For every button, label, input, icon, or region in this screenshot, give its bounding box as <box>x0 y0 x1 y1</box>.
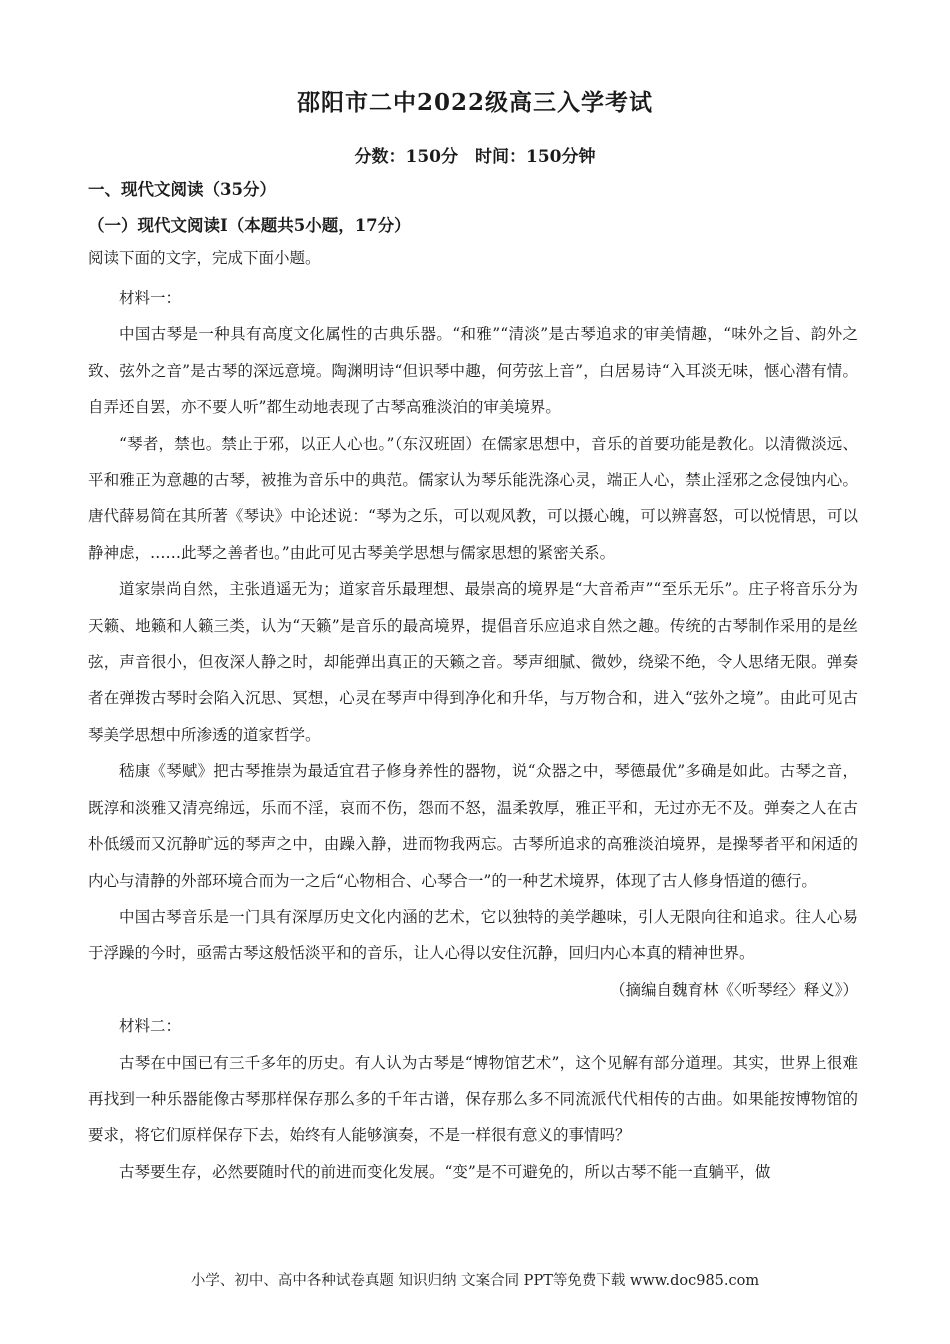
paragraph: “琴者，禁也。禁止于邪，以正人心也。”（东汉班固）在儒家思想中，音乐的首要功能是教化。以清微淡远、平和雅正为意趣的古琴，被推为音乐中的典范。儒家认为琴乐能洗涤心灵，端正人心，禁止淫邪之念侵蚀内心。唐代薛易简在其所著《琴诀》中论述说：“琴为之乐，可以观风教，可以摄心魄，可以辨喜怒，可以悦情思，可以静神虑，……此琴之善者也。”由此可见古琴美学思想与儒家思想的紧密关系。 <box>88 434 858 562</box>
paragraph: 嵇康《琴赋》把古琴推崇为最适宜君子修身养性的器物，说“众器之中，琴德最优”多确是如此。古琴之音，既淳和淡雅又清亮绵远，乐而不淫，哀而不伤，怨而不怒，温柔敦厚，雅正平和，无过亦无不及。弹奏之人在古朴低缓而又沉静旷远的琴声之中，由躁入静，进而物我两忘。古琴所追求的高雅淡泊境界，是操琴者平和闲适的内心与清静的外部环境合而为一之后“心物相合、心琴合一”的一种艺术境界，体现了古人修身悟道的德行。 <box>88 762 858 890</box>
paragraph: 道家崇尚自然，主张逍遥无为；道家音乐最理想、最崇高的境界是“大音希声”“至乐无乐”。庄子将音乐分为天籁、地籁和人籁三类，认为“天籁”是音乐的最高境界，提倡音乐应追求自然之趣。传统的古琴制作采用的是丝弦，声音很小，但夜深人静之时，却能弹出真正的天籁之音。琴声细腻、微妙，绕梁不绝，令人思绪无限。弹奏者在弹拨古琴时会陷入沉思、冥想，心灵在琴声中得到净化和升华，与万物合和，进入“弦外之境”。由此可见古琴美学思想中所渗透的道家哲学。 <box>88 580 858 744</box>
paragraph: 古琴要生存，必然要随时代的前进而变化发展。“变”是不可避免的，所以古琴不能一直躺平，做 <box>119 1162 771 1181</box>
instruction-text: 阅读下面的文字，完成下面小题。 <box>88 249 321 267</box>
material-label: 材料二： <box>119 1017 182 1036</box>
source-citation: （摘编自魏育林《〈听琴经〉释义》） <box>609 980 858 999</box>
section-heading: 一、现代文阅读（35分） <box>88 180 276 199</box>
reading-passage <box>88 280 858 1190</box>
exam-info: 分数：150分 时间：150分钟 <box>354 147 596 167</box>
paragraph: 中国古琴是一种具有高度文化属性的古典乐器。“和雅”“清淡”是古琴追求的审美情趣，“味外之旨、韵外之致、弦外之音”是古琴的深远意境。陶渊明诗“但识琴中趣，何劳弦上音”，白居易诗“入耳淡无味，惬心潜有情。自弄还自罢，亦不要人听”都生动地表现了古琴高雅淡泊的审美境界。 <box>88 325 858 417</box>
footer-watermark: 小学、初中、高中各种试卷真题 知识归纳 文案合同 PPT等免费下载 www.doc985.com <box>190 1273 760 1289</box>
page-title: 邵阳市二中2022级高三入学考试 <box>296 89 653 116</box>
paragraph: 古琴在中国已有三千多年的历史。有人认为古琴是“博物馆艺术”，这个见解有部分道理。其实，世界上很难再找到一种乐器能像古琴那样保存那么多的千年古谱，保存那么多不同流派代代相传的古曲。如果能按博物馆的要求，将它们原样保存下去，始终有人能够演奏，不是一样很有意义的事情吗？ <box>88 1053 858 1145</box>
subsection-heading: （一）现代文阅读Ⅰ（本题共5小题，17分） <box>88 216 411 235</box>
material-label: 材料一： <box>119 289 182 307</box>
paragraph: 中国古琴音乐是一门具有深厚历史文化内涵的艺术，它以独特的美学趣味，引人无限向往和追求。往人心易于浮躁的今时，亟需古琴这般恬淡平和的音乐，让人心得以安住沉静，回归内心本真的精神世界。 <box>88 907 858 963</box>
